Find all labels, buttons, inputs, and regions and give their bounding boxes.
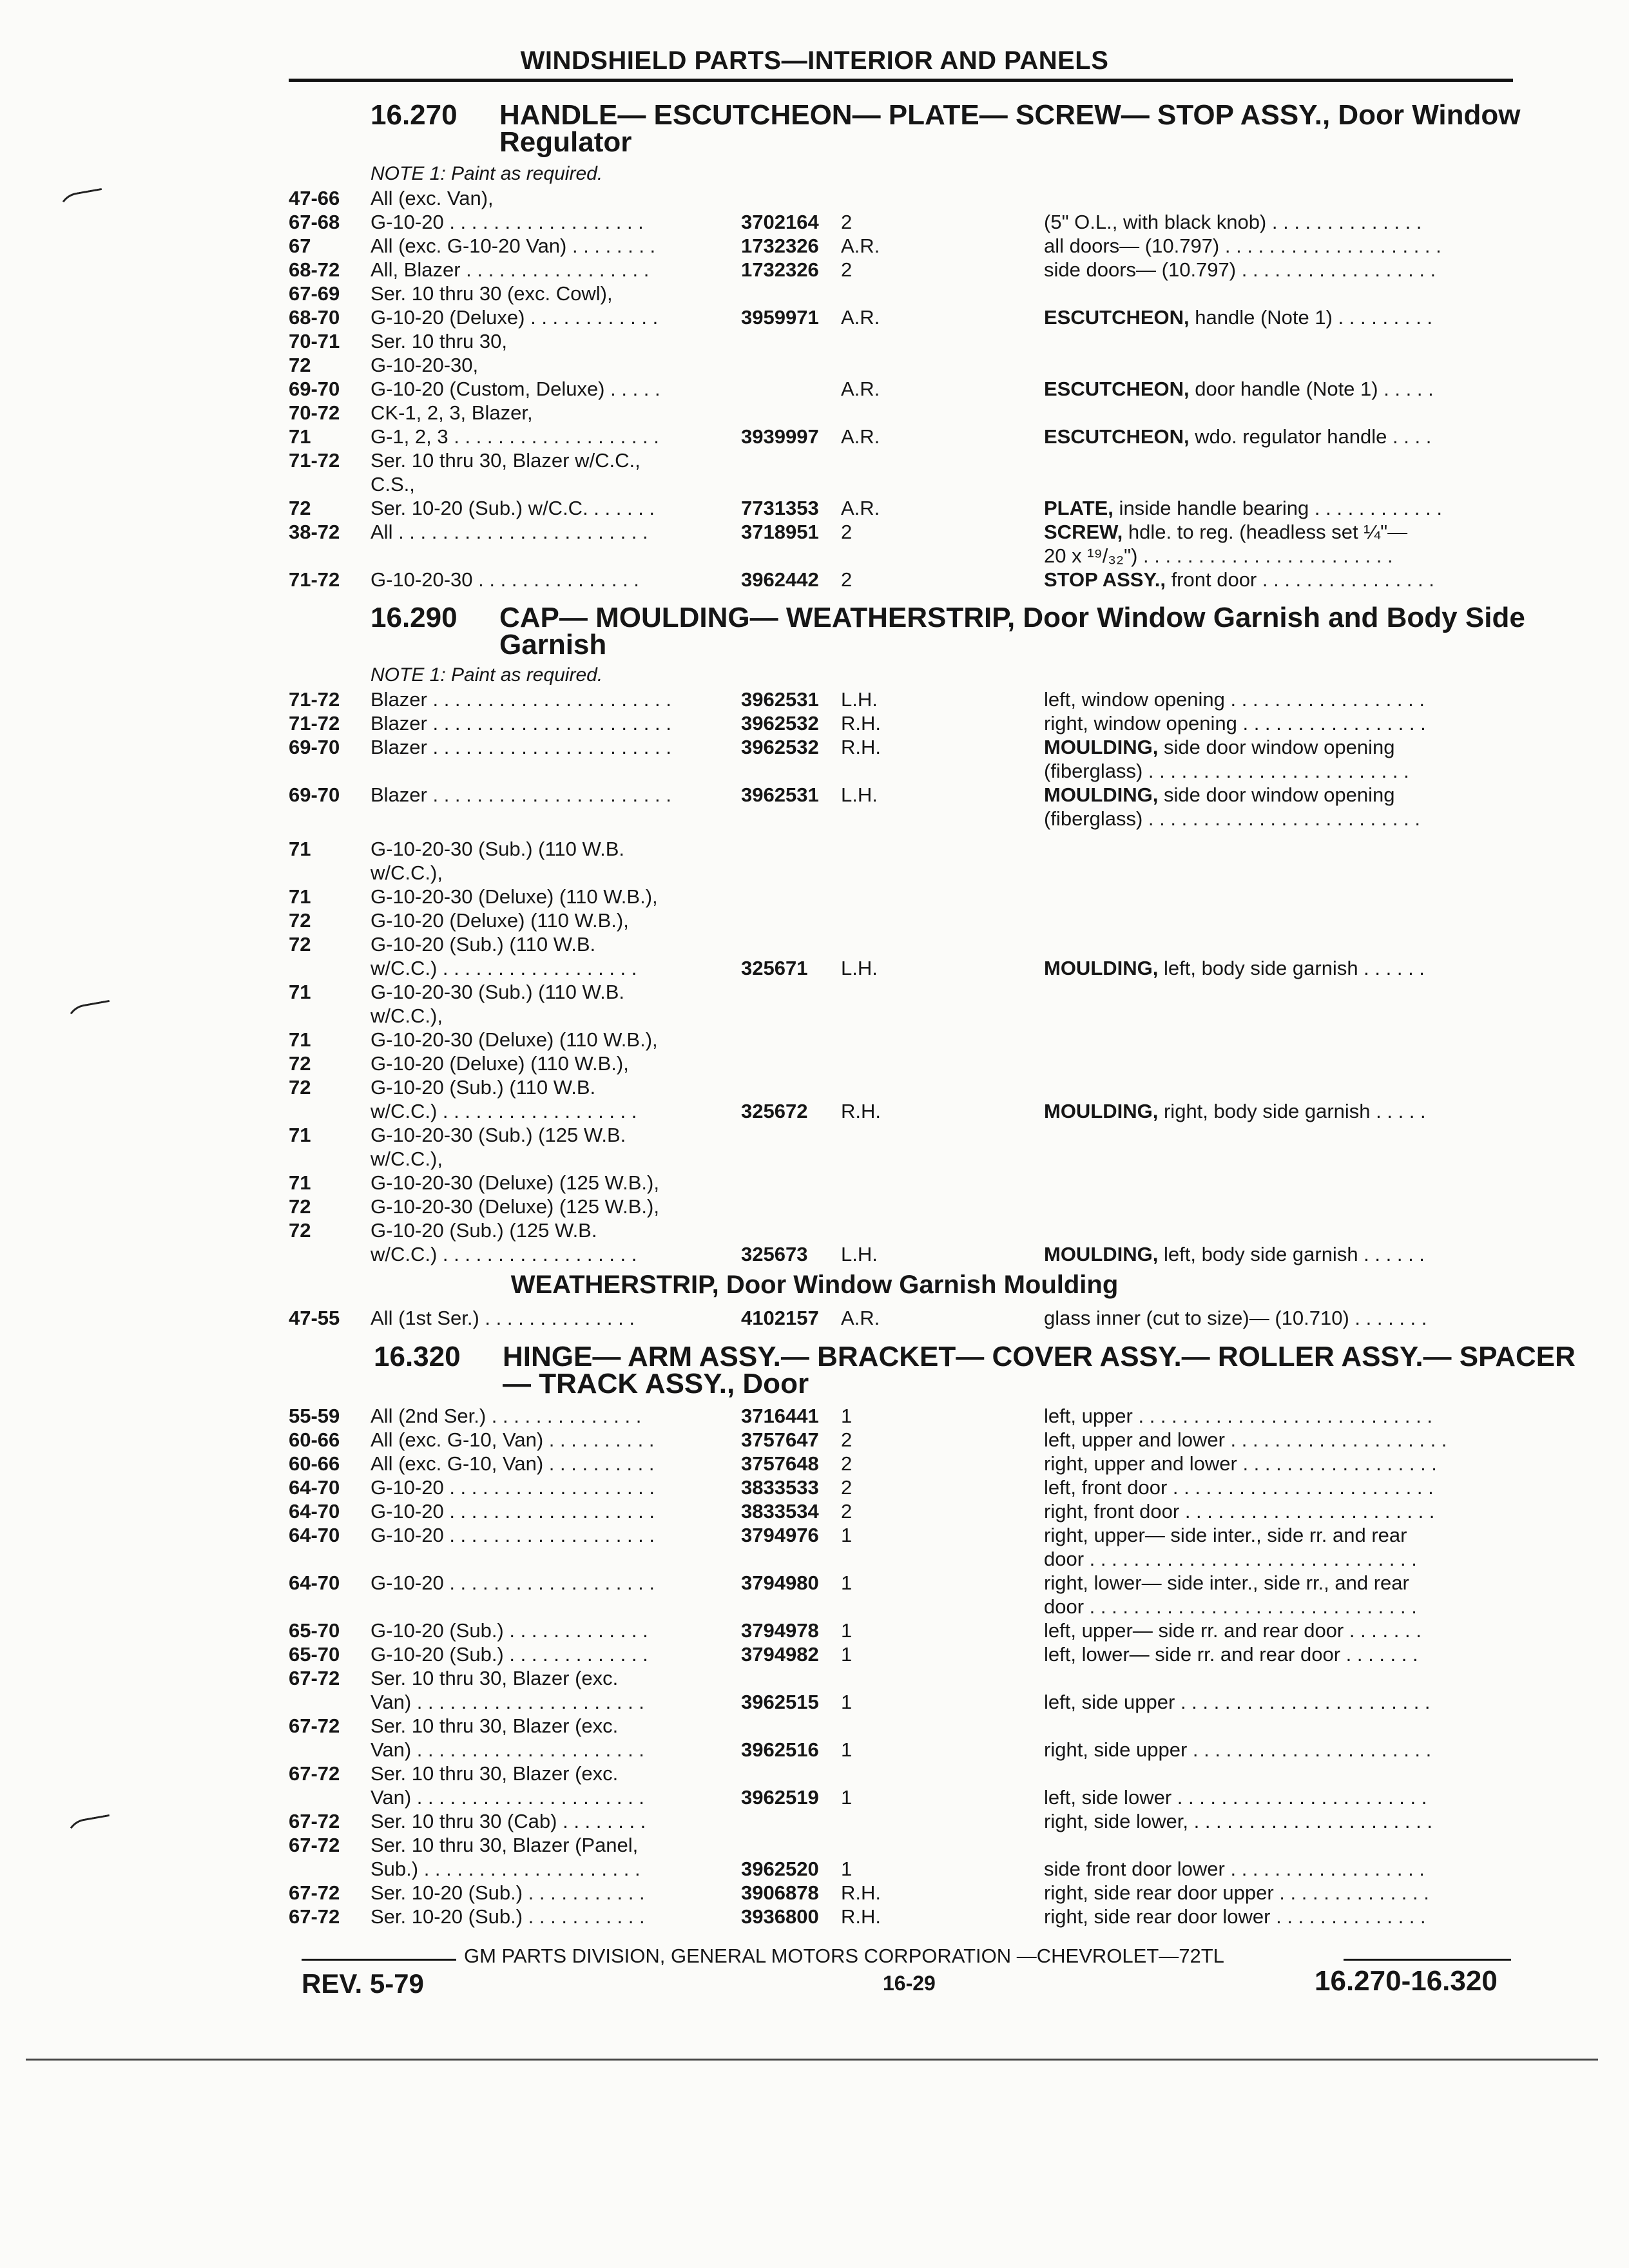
application: G-1, 2, 3 . . . . . . . . . . . . . . . . . . . (371, 425, 659, 448)
description-text: glass inner (cut to size)— (10.710) . . . . . . . (1044, 1307, 1427, 1329)
application: G-10-20 (Sub.) . . . . . . . . . . . . . (371, 1643, 648, 1666)
quantity: A.R. (841, 497, 880, 519)
quantity: R.H. (841, 1881, 881, 1904)
application: G-10-20 (Custom, Deluxe) . . . . . (371, 378, 660, 400)
description (1044, 807, 1420, 831)
application: G-10-20-30 (Sub.) (110 W.B. (371, 838, 624, 860)
description-text: door handle (Note 1) . . . . . (1189, 378, 1434, 400)
description-text: left, side lower . . . . . . . . . . . . . . . . . . . . . . . (1044, 1786, 1427, 1809)
model-year: 71 (289, 1171, 311, 1194)
application: G-10-20 (Deluxe) (110 W.B.), (371, 909, 629, 932)
application: Van) . . . . . . . . . . . . . . . . . . . . . (371, 1691, 644, 1713)
application: G-10-20 . . . . . . . . . . . . . . . . . . . (371, 1500, 655, 1523)
part-number: 325673 (741, 1243, 808, 1265)
section-16-270-heading (371, 99, 1595, 158)
description (1044, 1643, 1418, 1666)
model-year: 68-70 (289, 306, 340, 329)
part-number: 7731353 (741, 497, 819, 519)
model-year: 67-72 (289, 1834, 340, 1856)
application: All . . . . . . . . . . . . . . . . . . . . . . . (371, 521, 648, 543)
application: Ser. 10 thru 30 (exc. Cowl), (371, 282, 613, 305)
header-rule (289, 79, 1513, 82)
model-year: 67-69 (289, 282, 340, 305)
application: G-10-20 (Deluxe) (110 W.B.), (371, 1052, 629, 1075)
description-text: left, side upper . . . . . . . . . . . . . . . . . . . . . . . (1044, 1691, 1431, 1713)
description (1044, 736, 1394, 759)
description (1044, 1500, 1434, 1523)
quantity: 1 (841, 1405, 853, 1427)
application: C.S., (371, 473, 415, 495)
description (1044, 1452, 1437, 1475)
quantity: L.H. (841, 1243, 878, 1265)
part-name: ESCUTCHEON, (1044, 378, 1190, 400)
description-text: right, upper and lower . . . . . . . . . . . . . . . . . . (1044, 1452, 1437, 1475)
model-year: 71 (289, 425, 311, 448)
description-text: right, lower— side inter., side rr., and rear (1044, 1571, 1409, 1594)
quantity: L.H. (841, 688, 878, 711)
application: Ser. 10 thru 30, (371, 330, 507, 352)
model-year: 71-72 (289, 712, 340, 735)
description-text: left, upper and lower . . . . . . . . . . . . . . . . . . . . (1044, 1428, 1447, 1451)
description (1044, 760, 1409, 783)
description-text: left, upper . . . . . . . . . . . . . . . . . . . . . . . . . . . (1044, 1405, 1432, 1427)
description-text: right, front door . . . . . . . . . . . . . . . . . . . . . . . (1044, 1500, 1435, 1523)
description (1044, 1905, 1426, 1928)
model-year: 71-72 (289, 449, 340, 472)
application: G-10-20-30 (Deluxe) (125 W.B.), (371, 1171, 659, 1194)
description-text: side doors— (10.797) . . . . . . . . . . . . . . . . . . (1044, 258, 1436, 281)
application: G-10-20 . . . . . . . . . . . . . . . . . . . (371, 1571, 655, 1594)
quantity: R.H. (841, 712, 881, 735)
application: w/C.C.), (371, 1148, 443, 1170)
part-name: MOULDING, (1044, 1100, 1159, 1122)
application: G-10-20 . . . . . . . . . . . . . . . . . . . (371, 1476, 655, 1499)
part-number: 3962531 (741, 688, 819, 711)
part-name: MOULDING, (1044, 736, 1159, 758)
section-title: HINGE— ARM ASSY.— BRACKET— COVER ASSY.— ROLLER ASSY.— SPACER— TRACK ASSY., Door (503, 1341, 1576, 1399)
description-text: right, side upper . . . . . . . . . . . . . . . . . . . . . . (1044, 1738, 1432, 1761)
description-text: hdle. to reg. (headless set ¼"— (1123, 521, 1408, 543)
application: Ser. 10 thru 30 (Cab) . . . . . . . . (371, 1810, 646, 1832)
model-year: 60-66 (289, 1452, 340, 1475)
application: G-10-20-30 (Sub.) (125 W.B. (371, 1124, 626, 1146)
page-header: WINDSHIELD PARTS—INTERIOR AND PANELS (520, 46, 1109, 75)
model-year: 65-70 (289, 1619, 340, 1642)
part-name: ESCUTCHEON, (1044, 425, 1190, 448)
description (1044, 1428, 1447, 1452)
application: Blazer . . . . . . . . . . . . . . . . . . . . . . (371, 712, 671, 735)
description-text: inside handle bearing . . . . . . . . . . . . (1113, 497, 1442, 519)
description (1044, 235, 1441, 258)
description (1044, 306, 1432, 329)
application: All (exc. Van), (371, 187, 494, 209)
quantity: L.H. (841, 957, 878, 979)
part-number: 3906878 (741, 1881, 819, 1904)
model-year: 72 (289, 933, 311, 956)
description (1044, 1100, 1426, 1123)
model-year: 69-70 (289, 736, 340, 758)
model-year: 67 (289, 235, 311, 257)
application: G-10-20-30 (Sub.) (110 W.B. (371, 981, 624, 1003)
part-number: 3959971 (741, 306, 819, 329)
part-number: 3962442 (741, 568, 819, 591)
quantity: 1 (841, 1786, 853, 1809)
quantity: A.R. (841, 235, 880, 257)
part-name: STOP ASSY., (1044, 568, 1166, 591)
description-text: (5" O.L., with black knob) . . . . . . . . . . . . . . (1044, 211, 1422, 233)
part-name: MOULDING, (1044, 1243, 1159, 1265)
section-note: NOTE 1: Paint as required. (371, 664, 603, 686)
application: All (exc. G-10, Van) . . . . . . . . . . (371, 1452, 655, 1475)
quantity: 2 (841, 1500, 853, 1523)
description (1044, 1524, 1407, 1547)
description (1044, 521, 1407, 544)
footer-rule-right (1344, 1959, 1511, 1961)
part-number: 3794978 (741, 1619, 819, 1642)
model-year: 60-66 (289, 1428, 340, 1451)
description (1044, 1405, 1432, 1428)
application: G-10-20-30 . . . . . . . . . . . . . . . (371, 568, 639, 591)
punch-hole-mark (63, 1814, 113, 1843)
part-number: 3962532 (741, 736, 819, 758)
description-text: left, front door . . . . . . . . . . . . . . . . . . . . . . . . (1044, 1476, 1434, 1499)
model-year: 69-70 (289, 783, 340, 806)
quantity: 1 (841, 1524, 853, 1546)
description (1044, 425, 1431, 448)
application: Van) . . . . . . . . . . . . . . . . . . . . . (371, 1786, 644, 1809)
quantity: R.H. (841, 1905, 881, 1928)
page-number: 16-29 (883, 1972, 936, 1995)
quantity: R.H. (841, 1100, 881, 1122)
description (1044, 1243, 1425, 1266)
description (1044, 712, 1426, 735)
section-note: NOTE 1: Paint as required. (371, 163, 603, 184)
section-16-290-heading (371, 604, 1595, 658)
description-text: door . . . . . . . . . . . . . . . . . . . . . . . . . . . . . . (1044, 1548, 1417, 1570)
application: Ser. 10 thru 30, Blazer (exc. (371, 1762, 619, 1785)
description (1044, 1619, 1422, 1642)
part-number: 3718951 (741, 521, 819, 543)
description-text: wdo. regulator handle . . . . (1189, 425, 1432, 448)
part-number: 3716441 (741, 1405, 819, 1427)
part-number: 3939997 (741, 425, 819, 448)
description (1044, 1810, 1432, 1833)
quantity: 2 (841, 1452, 853, 1475)
model-year: 72 (289, 1052, 311, 1075)
application: G-10-20 (Sub.) . . . . . . . . . . . . . (371, 1619, 648, 1642)
punch-hole-mark (63, 1000, 113, 1029)
model-year: 71 (289, 1124, 311, 1146)
model-year: 71 (289, 885, 311, 908)
model-year: 72 (289, 354, 311, 376)
part-number: 3757647 (741, 1428, 819, 1451)
application: Ser. 10-20 (Sub.) . . . . . . . . . . . (371, 1905, 645, 1928)
description-text: right, side rear door upper . . . . . . . . . . . . . . (1044, 1881, 1429, 1904)
application: Ser. 10 thru 30, Blazer (exc. (371, 1715, 619, 1737)
model-year: 68-72 (289, 258, 340, 281)
description (1044, 378, 1434, 401)
application: G-10-20 (Sub.) (125 W.B. (371, 1219, 597, 1242)
model-year: 71 (289, 1028, 311, 1051)
model-year: 67-72 (289, 1715, 340, 1737)
description-text: left, window opening . . . . . . . . . . . . . . . . . . (1044, 688, 1425, 711)
model-year: 72 (289, 909, 311, 932)
part-number: 3833533 (741, 1476, 819, 1499)
application: G-10-20 (Deluxe) . . . . . . . . . . . . (371, 306, 659, 329)
description (1044, 1691, 1431, 1714)
description-text: all doors— (10.797) . . . . . . . . . . . . . . . . . . . . (1044, 235, 1441, 257)
part-number: 3702164 (741, 211, 819, 233)
description (1044, 211, 1422, 234)
revision-label: REV. 5-79 (302, 1968, 424, 1999)
model-year: 38-72 (289, 521, 340, 543)
quantity: 1 (841, 1619, 853, 1642)
application: w/C.C.), (371, 861, 443, 884)
quantity: 1 (841, 1691, 853, 1713)
description-text: side door window opening (1158, 736, 1395, 758)
description-text: left, body side garnish . . . . . . (1158, 1243, 1425, 1265)
description (1044, 1786, 1427, 1809)
section-number: 16.290 (371, 602, 458, 633)
weatherstrip-subheading: WEATHERSTRIP, Door Window Garnish Moulding (510, 1271, 1119, 1299)
model-year: 67-72 (289, 1881, 340, 1904)
description-text: side door window opening (1158, 783, 1395, 806)
description-text: left, lower— side rr. and rear door . . . . . . . (1044, 1643, 1418, 1666)
model-year: 71 (289, 981, 311, 1003)
description-text: (fiberglass) . . . . . . . . . . . . . . . . . . . . . . . . . (1044, 807, 1420, 830)
footer-corporation: GM PARTS DIVISION, GENERAL MOTORS CORPORATION —CHEVROLET—72TL (464, 1945, 1224, 1967)
model-year: 64-70 (289, 1524, 340, 1546)
model-year: 55-59 (289, 1405, 340, 1427)
part-number: 3833534 (741, 1500, 819, 1523)
section-title: CAP— MOULDING— WEATHERSTRIP, Door Window Garnish and Body Side Garnish (499, 602, 1525, 660)
model-year: 47-55 (289, 1307, 340, 1329)
part-number: 3962520 (741, 1858, 819, 1880)
part-number: 3962519 (741, 1786, 819, 1809)
description (1044, 1571, 1409, 1595)
quantity: 1 (841, 1858, 853, 1880)
application: G-10-20 . . . . . . . . . . . . . . . . . . (371, 211, 644, 233)
part-name: SCREW, (1044, 521, 1123, 543)
quantity: L.H. (841, 783, 878, 806)
application: G-10-20-30 (Deluxe) (125 W.B.), (371, 1195, 659, 1218)
quantity: 2 (841, 211, 853, 233)
model-year: 64-70 (289, 1476, 340, 1499)
model-year: 64-70 (289, 1571, 340, 1594)
section-title: HANDLE— ESCUTCHEON— PLATE— SCREW— STOP ASSY., Door Window Regulator (499, 99, 1521, 158)
footer-rule-left (302, 1959, 456, 1961)
application: Blazer . . . . . . . . . . . . . . . . . . . . . . (371, 736, 671, 758)
part-number: 325671 (741, 957, 808, 979)
application: G-10-20 (Sub.) (110 W.B. (371, 933, 596, 956)
description (1044, 1548, 1417, 1571)
quantity: 2 (841, 258, 853, 281)
description (1044, 497, 1442, 520)
description (1044, 1858, 1425, 1881)
description-text: right, side rear door lower . . . . . . . . . . . . . . (1044, 1905, 1426, 1928)
description-text: handle (Note 1) . . . . . . . . . (1189, 306, 1432, 329)
application: Ser. 10 thru 30, Blazer (Panel, (371, 1834, 639, 1856)
application: G-10-20-30 (Deluxe) (110 W.B.), (371, 1028, 658, 1051)
model-year: 70-72 (289, 401, 340, 424)
description (1044, 258, 1436, 282)
description (1044, 957, 1425, 980)
scan-edge-line (26, 2059, 1598, 2061)
description-text: right, side lower, . . . . . . . . . . . . . . . . . . . . . . (1044, 1810, 1432, 1832)
application: Blazer . . . . . . . . . . . . . . . . . . . . . . (371, 783, 671, 806)
part-number: 3757648 (741, 1452, 819, 1475)
description-text: (fiberglass) . . . . . . . . . . . . . . . . . . . . . . . . (1044, 760, 1409, 782)
part-number: 3962532 (741, 712, 819, 735)
part-number: 3962515 (741, 1691, 819, 1713)
model-year: 72 (289, 497, 311, 519)
description-text: front door . . . . . . . . . . . . . . . . (1165, 568, 1434, 591)
model-year: 67-72 (289, 1905, 340, 1928)
quantity: 2 (841, 1428, 853, 1451)
section-16-320-heading (374, 1343, 1598, 1398)
application: w/C.C.) . . . . . . . . . . . . . . . . . . (371, 957, 637, 979)
quantity: A.R. (841, 425, 880, 448)
application: All (2nd Ser.) . . . . . . . . . . . . . . (371, 1405, 642, 1427)
application: w/C.C.) . . . . . . . . . . . . . . . . . . (371, 1243, 637, 1265)
part-number: 325672 (741, 1100, 808, 1122)
application: All, Blazer . . . . . . . . . . . . . . . . . (371, 258, 650, 281)
application: G-10-20-30, (371, 354, 479, 376)
quantity: 1 (841, 1571, 853, 1594)
model-year: 67-68 (289, 211, 340, 233)
application: All (exc. G-10, Van) . . . . . . . . . . (371, 1428, 655, 1451)
description-text: left, upper— side rr. and rear door . . . . . . . (1044, 1619, 1422, 1642)
quantity: A.R. (841, 1307, 880, 1329)
model-year: 64-70 (289, 1500, 340, 1523)
model-year: 71-72 (289, 688, 340, 711)
part-number: 4102157 (741, 1307, 819, 1329)
application: All (1st Ser.) . . . . . . . . . . . . . . (371, 1307, 635, 1329)
description (1044, 1881, 1429, 1905)
application: G-10-20 . . . . . . . . . . . . . . . . . . . (371, 1524, 655, 1546)
part-number: 1732326 (741, 258, 819, 281)
part-name: MOULDING, (1044, 783, 1159, 806)
description (1044, 1595, 1417, 1619)
description (1044, 1307, 1427, 1330)
part-number: 3794982 (741, 1643, 819, 1666)
description-text: right, window opening . . . . . . . . . . . . . . . . . (1044, 712, 1426, 735)
description-text: door . . . . . . . . . . . . . . . . . . . . . . . . . . . . . . (1044, 1595, 1417, 1618)
application: All (exc. G-10-20 Van) . . . . . . . . (371, 235, 656, 257)
model-year: 47-66 (289, 187, 340, 209)
section-number: 16.320 (374, 1341, 461, 1372)
application: CK-1, 2, 3, Blazer, (371, 401, 533, 424)
part-number: 3962516 (741, 1738, 819, 1761)
model-year: 72 (289, 1076, 311, 1099)
model-year: 67-72 (289, 1810, 340, 1832)
application: w/C.C.) . . . . . . . . . . . . . . . . . . (371, 1100, 637, 1122)
quantity: A.R. (841, 378, 880, 400)
application: Blazer . . . . . . . . . . . . . . . . . . . . . . (371, 688, 671, 711)
description-text: left, body side garnish . . . . . . (1158, 957, 1425, 979)
application: Ser. 10 thru 30, Blazer (exc. (371, 1667, 619, 1689)
description (1044, 688, 1425, 711)
part-number: 1732326 (741, 235, 819, 257)
quantity: 2 (841, 521, 853, 543)
model-year: 67-72 (289, 1762, 340, 1785)
quantity: 2 (841, 1476, 853, 1499)
part-number: 3962531 (741, 783, 819, 806)
description (1044, 783, 1394, 807)
part-name: MOULDING, (1044, 957, 1159, 979)
quantity: 1 (841, 1738, 853, 1761)
description-text: 20 x ¹⁹/₃₂") . . . . . . . . . . . . . . . . . . . . . . . (1044, 544, 1393, 567)
application: Ser. 10-20 (Sub.) w/C.C. . . . . . . (371, 497, 655, 519)
application: Sub.) . . . . . . . . . . . . . . . . . . . . (371, 1858, 641, 1880)
description-text: side front door lower . . . . . . . . . . . . . . . . . . (1044, 1858, 1425, 1880)
quantity: 2 (841, 568, 853, 591)
description (1044, 1476, 1434, 1499)
description (1044, 1738, 1431, 1762)
application: G-10-20 (Sub.) (110 W.B. (371, 1076, 596, 1099)
application: G-10-20-30 (Deluxe) (110 W.B.), (371, 885, 658, 908)
model-year: 71 (289, 838, 311, 860)
model-year: 65-70 (289, 1643, 340, 1666)
part-number: 3794976 (741, 1524, 819, 1546)
model-year: 71-72 (289, 568, 340, 591)
description-text: right, upper— side inter., side rr. and rear (1044, 1524, 1407, 1546)
part-number: 3794980 (741, 1571, 819, 1594)
model-year: 67-72 (289, 1667, 340, 1689)
quantity: R.H. (841, 736, 881, 758)
model-year: 69-70 (289, 378, 340, 400)
quantity: A.R. (841, 306, 880, 329)
section-number: 16.270 (371, 99, 458, 131)
model-year: 72 (289, 1195, 311, 1218)
description (1044, 544, 1393, 568)
quantity: 1 (841, 1643, 853, 1666)
application: Ser. 10 thru 30, Blazer w/C.C., (371, 449, 641, 472)
application: Ser. 10-20 (Sub.) . . . . . . . . . . . (371, 1881, 645, 1904)
model-year: 70-71 (289, 330, 340, 352)
description-text: right, body side garnish . . . . . (1158, 1100, 1426, 1122)
description (1044, 568, 1434, 591)
part-name: ESCUTCHEON, (1044, 306, 1190, 329)
section-range: 16.270-16.320 (1315, 1965, 1498, 1997)
punch-hole-mark (55, 188, 106, 217)
model-year: 72 (289, 1219, 311, 1242)
part-name: PLATE, (1044, 497, 1113, 519)
application: Van) . . . . . . . . . . . . . . . . . . . . . (371, 1738, 644, 1761)
part-number: 3936800 (741, 1905, 819, 1928)
application: w/C.C.), (371, 1004, 443, 1027)
